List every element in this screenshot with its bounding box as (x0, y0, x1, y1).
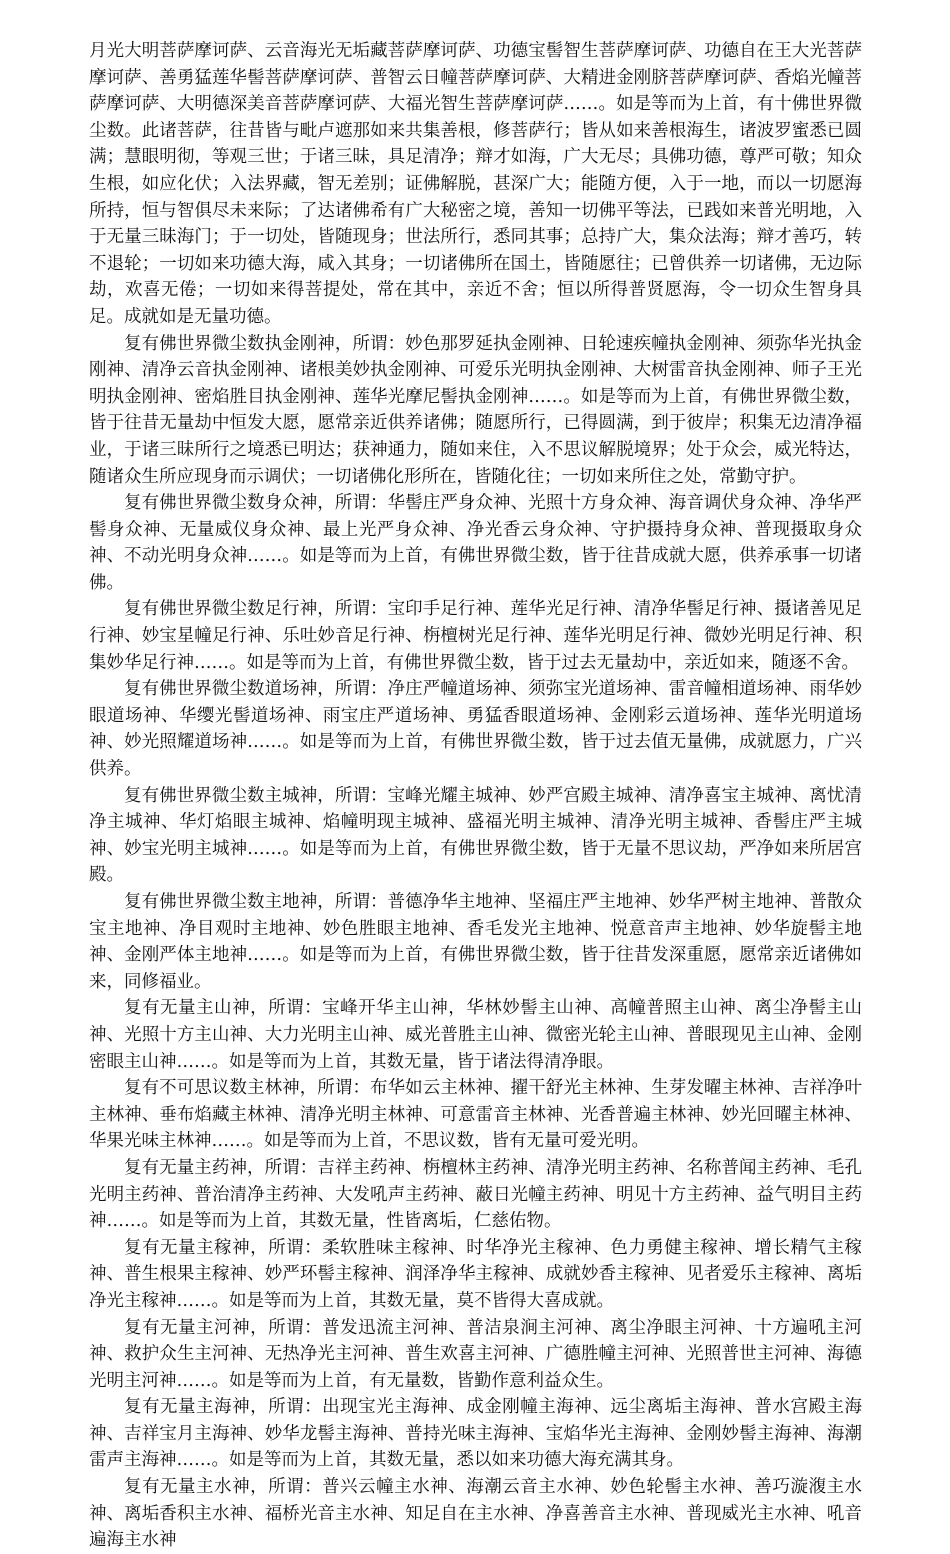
paragraph-water-spirits: 复有无量主水神，所谓：普兴云幢主水神、海潮云音主水神、妙色轮髻主水神、善巧漩澓主水神、离垢香积主水神、福桥光音主水神、知足自在主水神、净喜善音主水神、普现威光主水神、吼音遍海主水神 (89, 1477, 862, 1551)
paragraph-river-spirits: 复有无量主河神，所谓：普发迅流主河神、普洁泉涧主河神、离尘净眼主河神、十方遍吼主河神、救护众生主河神、无热净光主河神、普生欢喜主河神、广德胜幢主河神、光照普世主河神、海德光明主河神……。如是等而为上首，有无量数，皆勤作意利益众生。 (89, 1317, 862, 1391)
paragraph-mountain-spirits: 复有无量主山神，所谓：宝峰开华主山神，华林妙髻主山神、高幢普照主山神、离尘净髻主山神、光照十方主山神、大力光明主山神、威光普胜主山神、微密光轮主山神、普眼现见主山神、金刚密眼主山神……。如是等而为上首，其数无量，皆于诸法得清净眼。 (89, 998, 862, 1072)
paragraph-bodhimanda-spirits: 复有佛世界微尘数道场神，所谓：净庄严幢道场神、须弥宝光道场神、雷音幢相道场神、雨华妙眼道场神、华缨光髻道场神、雨宝庄严道场神、勇猛香眼道场神、金刚彩云道场神、莲华光明道场神、妙光照耀道场神……。如是等而为上首，有佛世界微尘数，皆于过去值无量佛，成就愿力，广兴供养。 (89, 679, 862, 780)
paragraph-ocean-spirits: 复有无量主海神，所谓：出现宝光主海神、成金刚幢主海神、远尘离垢主海神、普水宫殿主海神、吉祥宝月主海神、妙华龙髻主海神、普持光味主海神、宝焰华光主海神、金刚妙髻主海神、海潮雷声主海神……。如是等而为上首，其数无量，悉以如来功德大海充满其身。 (89, 1397, 862, 1471)
paragraph-forest-spirits: 复有不可思议数主林神，所谓：布华如云主林神、擢干舒光主林神、生芽发曜主林神、吉祥净叶主林神、垂布焰藏主林神、清净光明主林神、可意雷音主林神、光香普遍主林神、妙光回曜主林神、华果光味主林神……。如是等而为上首，不思议数，皆有无量可爱光明。 (89, 1078, 862, 1152)
paragraph-body-spirits: 复有佛世界微尘数身众神，所谓：华髻庄严身众神、光照十方身众神、海音调伏身众神、净华严髻身众神、无量威仪身众神、最上光严身众神、净光香云身众神、守护摄持身众神、普现摄取身众神、不动光明身众神……。如是等而为上首，有佛世界微尘数，皆于往昔成就大愿，供养承事一切诸佛。 (89, 493, 862, 593)
paragraph-herb-spirits: 复有无量主药神，所谓：吉祥主药神、栴檀林主药神、清净光明主药神、名称普闻主药神、毛孔光明主药神、普治清净主药神、大发吼声主药神、蔽日光幢主药神、明见十方主药神、益气明目主药神……。如是等而为上首，其数无量，性皆离垢，仁慈佑物。 (89, 1157, 862, 1232)
paragraph-crop-spirits: 复有无量主稼神，所谓：柔软胜味主稼神、时华净光主稼神、色力勇健主稼神、增长精气主稼神、普生根果主稼神、妙严环髻主稼神、润泽净华主稼神、成就妙香主稼神、见者爱乐主稼神、离垢净光主稼神……。如是等而为上首，其数无量，莫不皆得大喜成就。 (89, 1237, 862, 1311)
paragraph-city-spirits: 复有佛世界微尘数主城神，所谓：宝峰光耀主城神、妙严宫殿主城神、清净喜宝主城神、离忧清净主城神、华灯焰眼主城神、焰幢明现主城神、盛福光明主城神、清净光明主城神、香髻庄严主城神、妙宝光明主城神……。如是等而为上首，有佛世界微尘数，皆于无量不思议劫，严净如来所居宫殿。 (89, 785, 862, 886)
paragraph-bodhisattvas: 月光大明菩萨摩诃萨、云音海光无垢藏菩萨摩诃萨、功德宝髻智生菩萨摩诃萨、功德自在王大光菩萨摩诃萨、善勇猛莲华髻菩萨摩诃萨、普智云日幢菩萨摩诃萨、大精进金刚脐菩萨摩诃萨、香焰光幢菩萨摩诃萨、大明德深美音菩萨摩诃萨、大福光智生菩萨摩诃萨……。如是等而为上首，有十佛世界微尘数。此诸菩萨，往昔皆与毗卢遮那如来共集善根，修菩萨行；皆从如来善根海生，诸波罗蜜悉已圆满；慧眼明彻，等观三世；于诸三昧，具足清净；辩才如海，广大无尽；具佛功德，尊严可敬；知众生根，如应化伏；入法界藏，智无差别；证佛解脱，甚深广大；能随方便，入于一地，而以一切愿海所持，恒与智俱尽未来际；了达诸佛希有广大秘密之境，善知一切佛平等法，已践如来普光明地，入于无量三昧海门；于一切处，皆随现身；世法所行，悉同其事；总持广大，集众法海；辩才善巧，转不退轮；一切如来功德大海，咸入其身；一切诸佛所在国土，皆随愿往；已曾供养一切诸佛，无边际劫，欢喜无倦；一切如来得菩提处，常在其中，亲近不舍；恒以所得普贤愿海，令一切众生智身具足。成就如是无量功德。 (89, 41, 862, 327)
paragraph-vajra-spirits: 复有佛世界微尘数执金刚神，所谓：妙色那罗延执金刚神、日轮速疾幢执金刚神、须弥华光执金刚神、清净云音执金刚神、诸根美妙执金刚神、可爱乐光明执金刚神、大树雷音执金刚神、师子王光明执金刚神、密焰胜目执金刚神、莲华光摩尼髻执金刚神……。如是等而为上首，有佛世界微尘数，皆于往昔无量劫中恒发大愿，愿常亲近供养诸佛；随愿所行，已得圆满，到于彼岸；积集无边清净福业，于诸三昧所行之境悉已明达；获神通力，随如来住，入不思议解脱境界；处于众会，威光特达，随诸众生所应现身而示调伏；一切诸佛化形所在，皆随化往；一切如来所住之处，常勤守护。 (89, 333, 862, 487)
paragraph-earth-spirits: 复有佛世界微尘数主地神，所谓：普德净华主地神、坚福庄严主地神、妙华严树主地神、普散众宝主地神、净目观时主地神、妙色胜眼主地神、香毛发光主地神、悦意音声主地神、妙华旋髻主地神、金刚严体主地神……。如是等而为上首，有佛世界微尘数，皆于往昔发深重愿，愿常亲近诸佛如来，同修福业。 (89, 892, 862, 992)
paragraph-foot-spirits: 复有佛世界微尘数足行神，所谓：宝印手足行神、莲华光足行神、清净华髻足行神、摄诸善见足行神、妙宝星幢足行神、乐吐妙音足行神、栴檀树光足行神、莲华光明足行神、微妙光明足行神、积集妙华足行神……。如是等而为上首，有佛世界微尘数，皆于过去无量劫中，亲近如来，随逐不舍。 (89, 599, 862, 673)
